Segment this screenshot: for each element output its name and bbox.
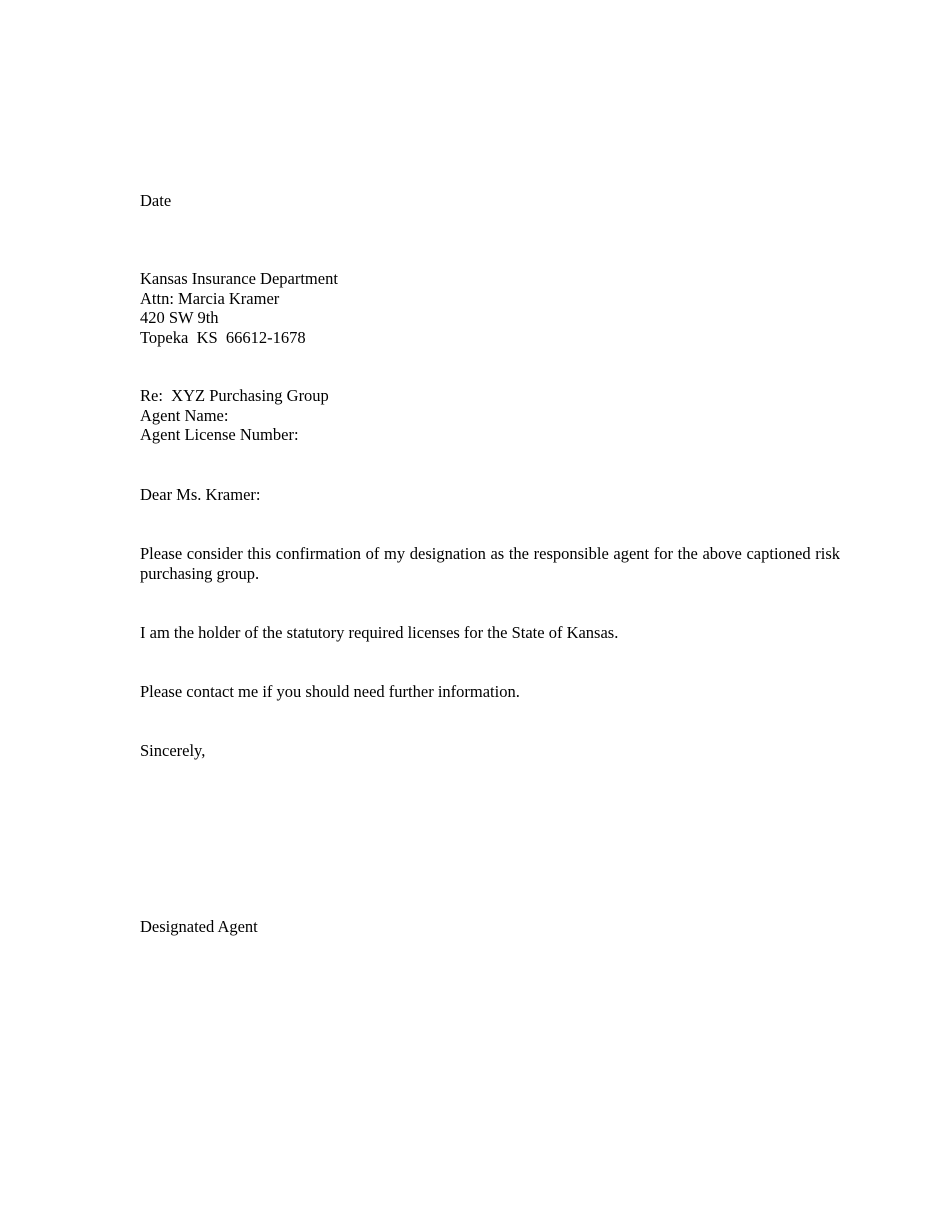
salutation	[140, 485, 840, 505]
agent-license-label: Agent License Number:	[140, 425, 299, 444]
date-label: Date	[140, 191, 172, 210]
body-paragraph-text: Please consider this confirmation of my designation as the responsible agent for the above captioned risk purchasing group.	[140, 544, 840, 583]
body-paragraph	[140, 623, 840, 643]
agent-name-label: Agent Name:	[140, 405, 229, 425]
recipient-organization: Kansas Insurance Department	[140, 269, 338, 288]
recipient-address	[140, 269, 840, 347]
date-line	[140, 191, 840, 211]
closing-text: Sincerely,	[140, 741, 206, 760]
recipient-attention: Attn: Marcia Kramer	[140, 288, 280, 308]
reference-block	[140, 386, 840, 445]
signature-title: Designated Agent	[140, 917, 258, 936]
body-paragraph-text: I am the holder of the statutory required licenses for the State of Kansas.	[140, 623, 619, 642]
re-line: Re: XYZ Purchasing Group	[140, 386, 329, 405]
body-paragraph	[140, 544, 840, 583]
body-paragraph-text: Please contact me if you should need further information.	[140, 682, 520, 701]
closing	[140, 741, 840, 761]
recipient-street: 420 SW 9th	[140, 308, 219, 327]
salutation-text: Dear Ms. Kramer:	[140, 485, 261, 504]
body-paragraph	[140, 682, 840, 702]
recipient-city-state-zip: Topeka KS 66612-1678	[140, 327, 306, 347]
signature-block	[140, 917, 840, 937]
